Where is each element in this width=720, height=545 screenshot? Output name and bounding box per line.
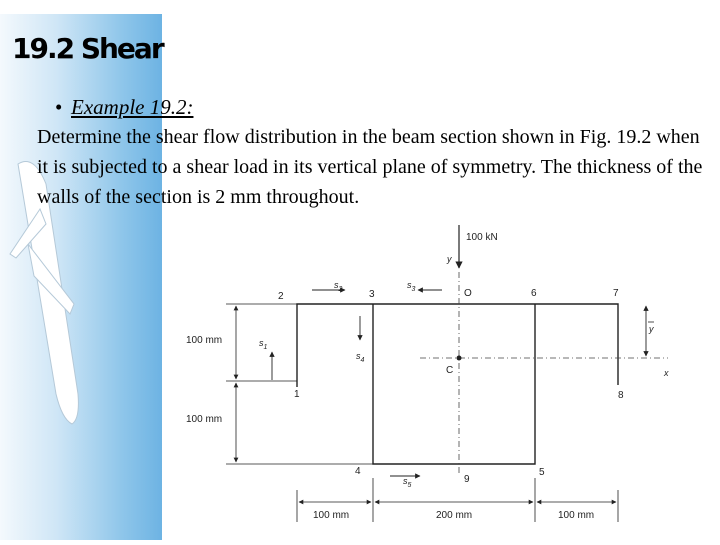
point-label-6: 6 xyxy=(531,288,537,299)
beam-outline xyxy=(297,304,618,464)
point-label-1: 1 xyxy=(294,389,300,400)
dim-left-label: 100 mm xyxy=(313,510,350,521)
s1-label: $s_1$ xyxy=(259,338,268,351)
vertical-dimensions xyxy=(226,304,373,464)
s2-label: $s_2$ xyxy=(334,280,343,293)
point-label-3: 3 xyxy=(369,289,375,300)
point-label-8: 8 xyxy=(618,390,624,401)
y-axis-label: y xyxy=(447,254,452,264)
dim-middle-label: 200 mm xyxy=(436,510,473,521)
top-flange-wall xyxy=(297,304,618,387)
problem-statement: Determine the shear flow distribution in the beam section shown in Fig. 19.2 when it is subjected to a shear load in its vertical plane of symmetry. The thickness of the walls of the section is 2 mm throughout. xyxy=(37,126,703,208)
x-axis-label: x xyxy=(664,368,669,378)
s5-label: $s_5$ xyxy=(403,476,412,489)
ybar-label: y xyxy=(649,324,654,334)
point-label-7: 7 xyxy=(613,288,619,299)
box-walls xyxy=(373,304,535,464)
example-label: Example 19.2: xyxy=(71,95,194,119)
point-label-9: 9 xyxy=(464,474,470,485)
dim-upper-label: 100 mm xyxy=(186,335,223,346)
centroid-label: C xyxy=(446,365,454,376)
dim-right-label: 100 mm xyxy=(558,510,595,521)
s3-label: $s_3$ xyxy=(407,280,416,293)
s4-label: $s_4$ xyxy=(356,351,365,364)
centroid-dot xyxy=(457,356,462,361)
bullet-glyph: • xyxy=(55,95,63,119)
point-label-5: 5 xyxy=(539,467,545,478)
load-label: 100 kN xyxy=(466,232,498,243)
point-label-2: 2 xyxy=(278,291,284,302)
slide-title: 19.2 Shear xyxy=(12,32,163,65)
point-label-4: 4 xyxy=(355,466,361,477)
origin-label: O xyxy=(464,288,472,299)
dim-lower-label: 100 mm xyxy=(186,414,223,425)
